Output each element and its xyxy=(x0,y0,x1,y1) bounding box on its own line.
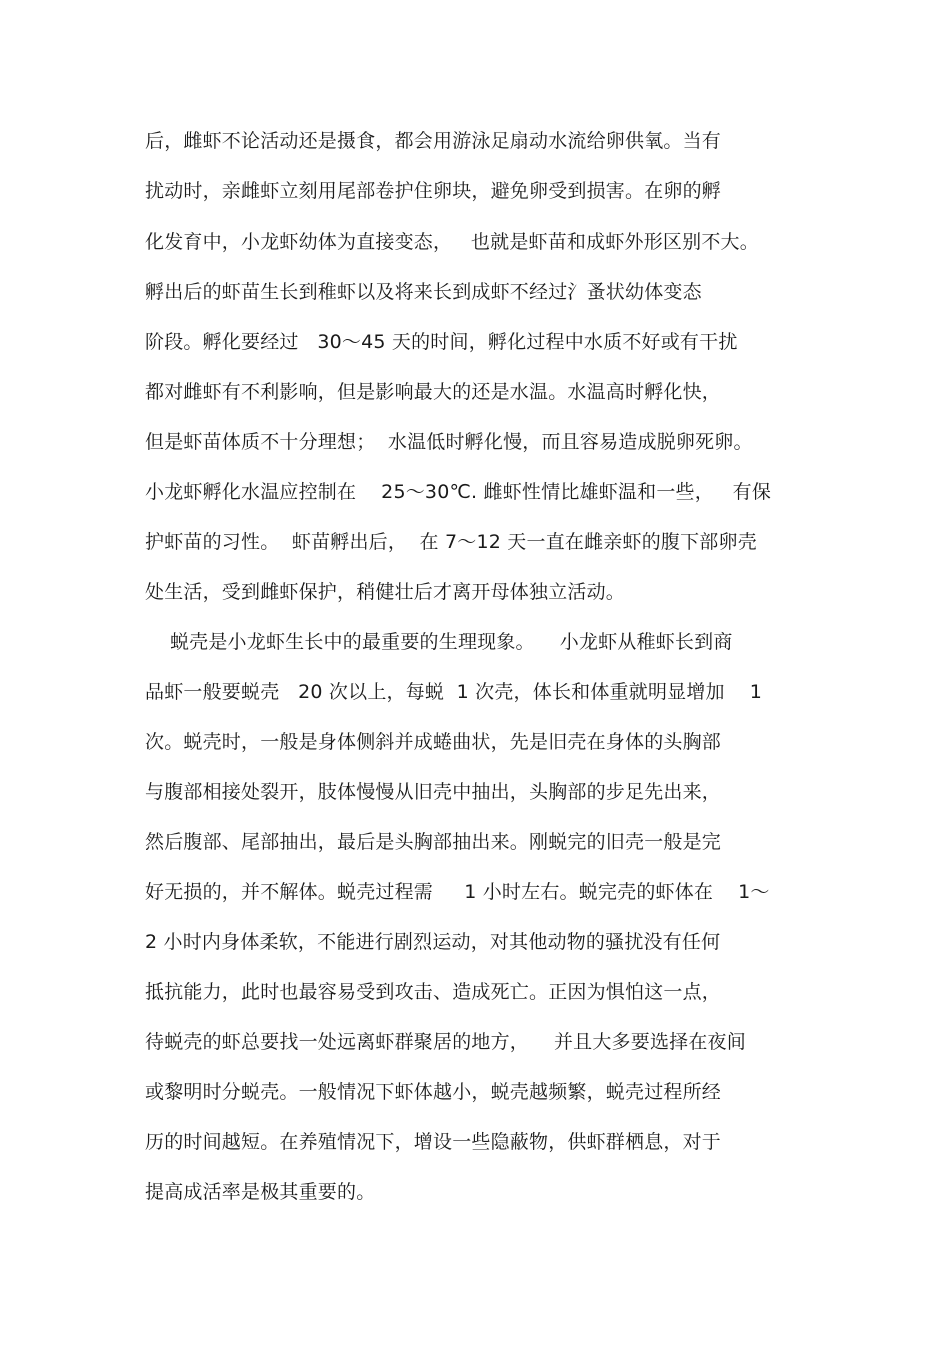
text-line: 后，雌虾不论活动还是摄食，都会用游泳足扇动水流给卵供氧。当有 xyxy=(145,130,722,152)
text-line: 然后腹部、尾部抽出，最后是头胸部抽出来。刚蜕完的旧壳一般是完 xyxy=(145,831,722,853)
text-line: 小龙虾孵化水温应控制在 25～30℃. 雌虾性情比雄虾温和一些， 有保 xyxy=(145,481,772,503)
text-line: 但是虾苗体质不十分理想； 水温低时孵化慢，而且容易造成脱卵死卵。 xyxy=(145,431,753,453)
text-line: 提高成活率是极其重要的。 xyxy=(145,1181,376,1203)
text-line: 处生活，受到雌虾保护，稍健壮后才离开母体独立活动。 xyxy=(145,581,626,603)
text-line: 孵出后的虾苗生长到稚虾以及将来长到成虾不经过氵蚤状幼体变态 xyxy=(145,281,702,303)
text-line: 蜕壳是小龙虾生长中的最重要的生理现象。 小龙虾从稚虾长到商 xyxy=(145,631,733,653)
text-line: 次。蜕壳时，一般是身体侧斜并成蜷曲状，先是旧壳在身体的头胸部 xyxy=(145,731,722,753)
text-line: 品虾一般要蜕壳 20 次以上，每蜕 1 次壳，体长和体重就明显增加 1 xyxy=(145,681,762,703)
text-line: 阶段。孵化要经过 30～45 天的时间，孵化过程中水质不好或有干扰 xyxy=(145,331,738,353)
text-line: 扰动时，亲雌虾立刻用尾部卷护住卵块，避免卵受到损害。在卵的孵 xyxy=(145,180,722,202)
text-line: 待蜕壳的虾总要找一处远离虾群聚居的地方， 并且大多要选择在夜间 xyxy=(145,1031,746,1053)
text-line: 护虾苗的习性。 虾苗孵出后， 在 7～12 天一直在雌亲虾的腹下部卵壳 xyxy=(145,531,757,553)
text-line: 与腹部相接处裂开，肢体慢慢从旧壳中抽出，头胸部的步足先出来， xyxy=(145,781,722,803)
text-line: 都对雌虾有不利影响，但是影响最大的还是水温。水温高时孵化快， xyxy=(145,381,722,403)
text-line: 抵抗能力，此时也最容易受到攻击、造成死亡。正因为惧怕这一点， xyxy=(145,981,722,1003)
text-line: 好无损的，并不解体。蜕壳过程需 1 小时左右。蜕完壳的虾体在 1～ xyxy=(145,881,770,903)
text-line: 或黎明时分蜕壳。一般情况下虾体越小，蜕壳越频繁，蜕壳过程所经 xyxy=(145,1081,722,1103)
text-line: 历的时间越短。在养殖情况下，增设一些隐蔽物，供虾群栖息，对于 xyxy=(145,1131,722,1153)
text-line: 化发育中，小龙虾幼体为直接变态， 也就是虾苗和成虾外形区别不大。 xyxy=(145,231,759,253)
text-line: 2 小时内身体柔软，不能进行剧烈运动，对其他动物的骚扰没有任何 xyxy=(145,931,721,953)
